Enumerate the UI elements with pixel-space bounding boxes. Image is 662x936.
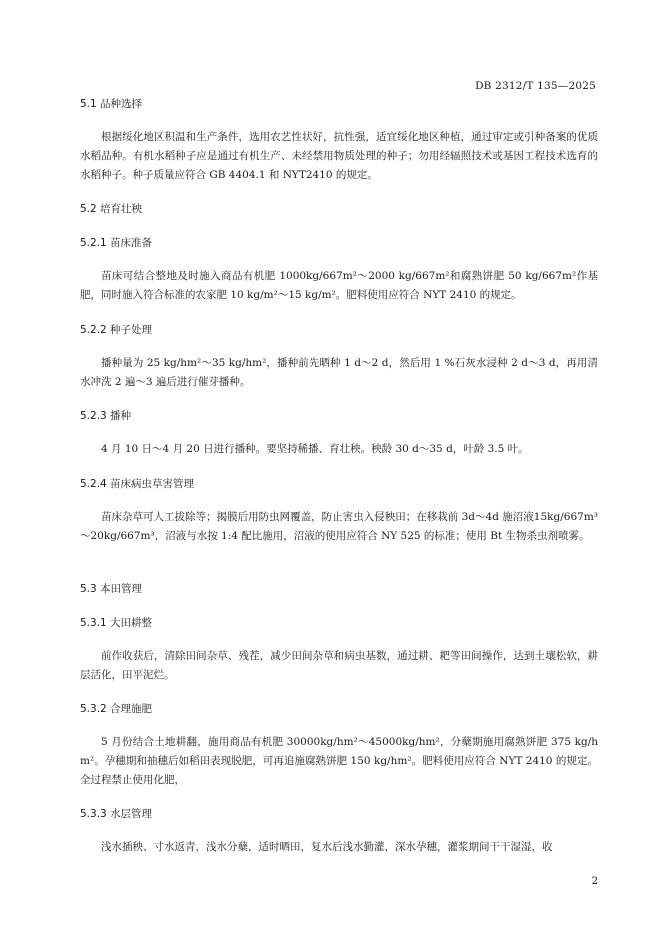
paragraph-5-1: 根据绥化地区积温和生产条件，选用农艺性状好，抗性强，适宜绥化地区种植，通过审定或引种备案的优质水稻品种。有机水稻种子应是通过有机生产、未经禁用物质处理的种子；勿用经辐照技术或基因工程技术选育的水稻种子。种子质量应符合 GB 4404.1 和 NYT2410 的规定。 xyxy=(80,131,598,181)
heading-5-1: 5.1 品种选择 xyxy=(80,98,143,110)
heading-5-2-1: 5.2.1 苗床准备 xyxy=(80,237,153,249)
heading-5-2-4: 5.2.4 苗床病虫草害管理 xyxy=(80,478,195,490)
heading-5-3-2: 5.3.2 合理施肥 xyxy=(80,703,153,715)
heading-5-2-2: 5.2.2 种子处理 xyxy=(80,324,153,336)
heading-5-3-1: 5.3.1 大田耕整 xyxy=(80,617,153,629)
paragraph-5-2-4: 苗床杂草可人工拔除等；揭膜后用防虫网覆盖，防止害虫入侵秧田；在移栽前 3d～4d 施沼液15kg/667m³～20kg/667m³，沼液与水按 1:4 配比施用，沼液的使用应符合 NY 525 的标准；使用 Bt 生物杀虫剂喷雾。 xyxy=(80,511,598,542)
paragraph-5-3-1: 前作收获后，清除田间杂草、残茬，减少田间杂草和病虫基数，通过耕、耙等田间操作，达到土壤松软，耕层活化，田平泥烂。 xyxy=(80,650,598,681)
paragraph-5-2-1: 苗床可结合整地及时施入商品有机肥 1000kg/667m²～2000 kg/667m²和腐熟饼肥 50 kg/667m²作基肥，同时施入符合标准的农家肥 10 kg/m²～15 kg/m²。肥料使用应符合 NYT 2410 的规定。 xyxy=(80,270,598,301)
paragraph-5-2-3: 4 月 10 日～4 月 20 日进行播种。要坚持稀播、育壮秧。秧龄 30 d～35 d，叶龄 3.5 叶。 xyxy=(101,443,529,455)
heading-5-2-3: 5.2.3 播种 xyxy=(80,410,132,422)
paragraph-5-3-3: 浅水插秧、寸水返青，浅水分蘖，适时晒田，复水后浅水勤灌，深水孕穗，灌浆期间干干湿湿，收 xyxy=(101,841,553,853)
page-number: 2 xyxy=(591,876,598,887)
paragraph-5-3-2: 5 月份结合土地耕翻，施用商品有机肥 30000kg/hm²～45000kg/hm²，分蘖期施用腐熟饼肥 375 kg/hm²。孕穗期和抽穗后如稻田表现脱肥，可再追施腐熟饼肥 150 kg/hm²。肥料使用应符合 NYT 2410 的规定。全过程禁止使用化肥， xyxy=(80,736,598,786)
heading-5-2: 5.2 培育壮秧 xyxy=(80,203,143,215)
heading-5-3: 5.3 本田管理 xyxy=(80,583,143,595)
paragraph-5-2-2: 播种量为 25 kg/hm²～35 kg/hm²，播种前先晒种 1 d～2 d，然后用 1 %石灰水浸种 2 d～3 d，再用清水冲洗 2 遍～3 遍后进行催芽播种。 xyxy=(80,357,598,388)
document-code: DB 2312/T 135—2025 xyxy=(475,80,596,92)
heading-5-3-3: 5.3.3 水层管理 xyxy=(80,808,153,820)
